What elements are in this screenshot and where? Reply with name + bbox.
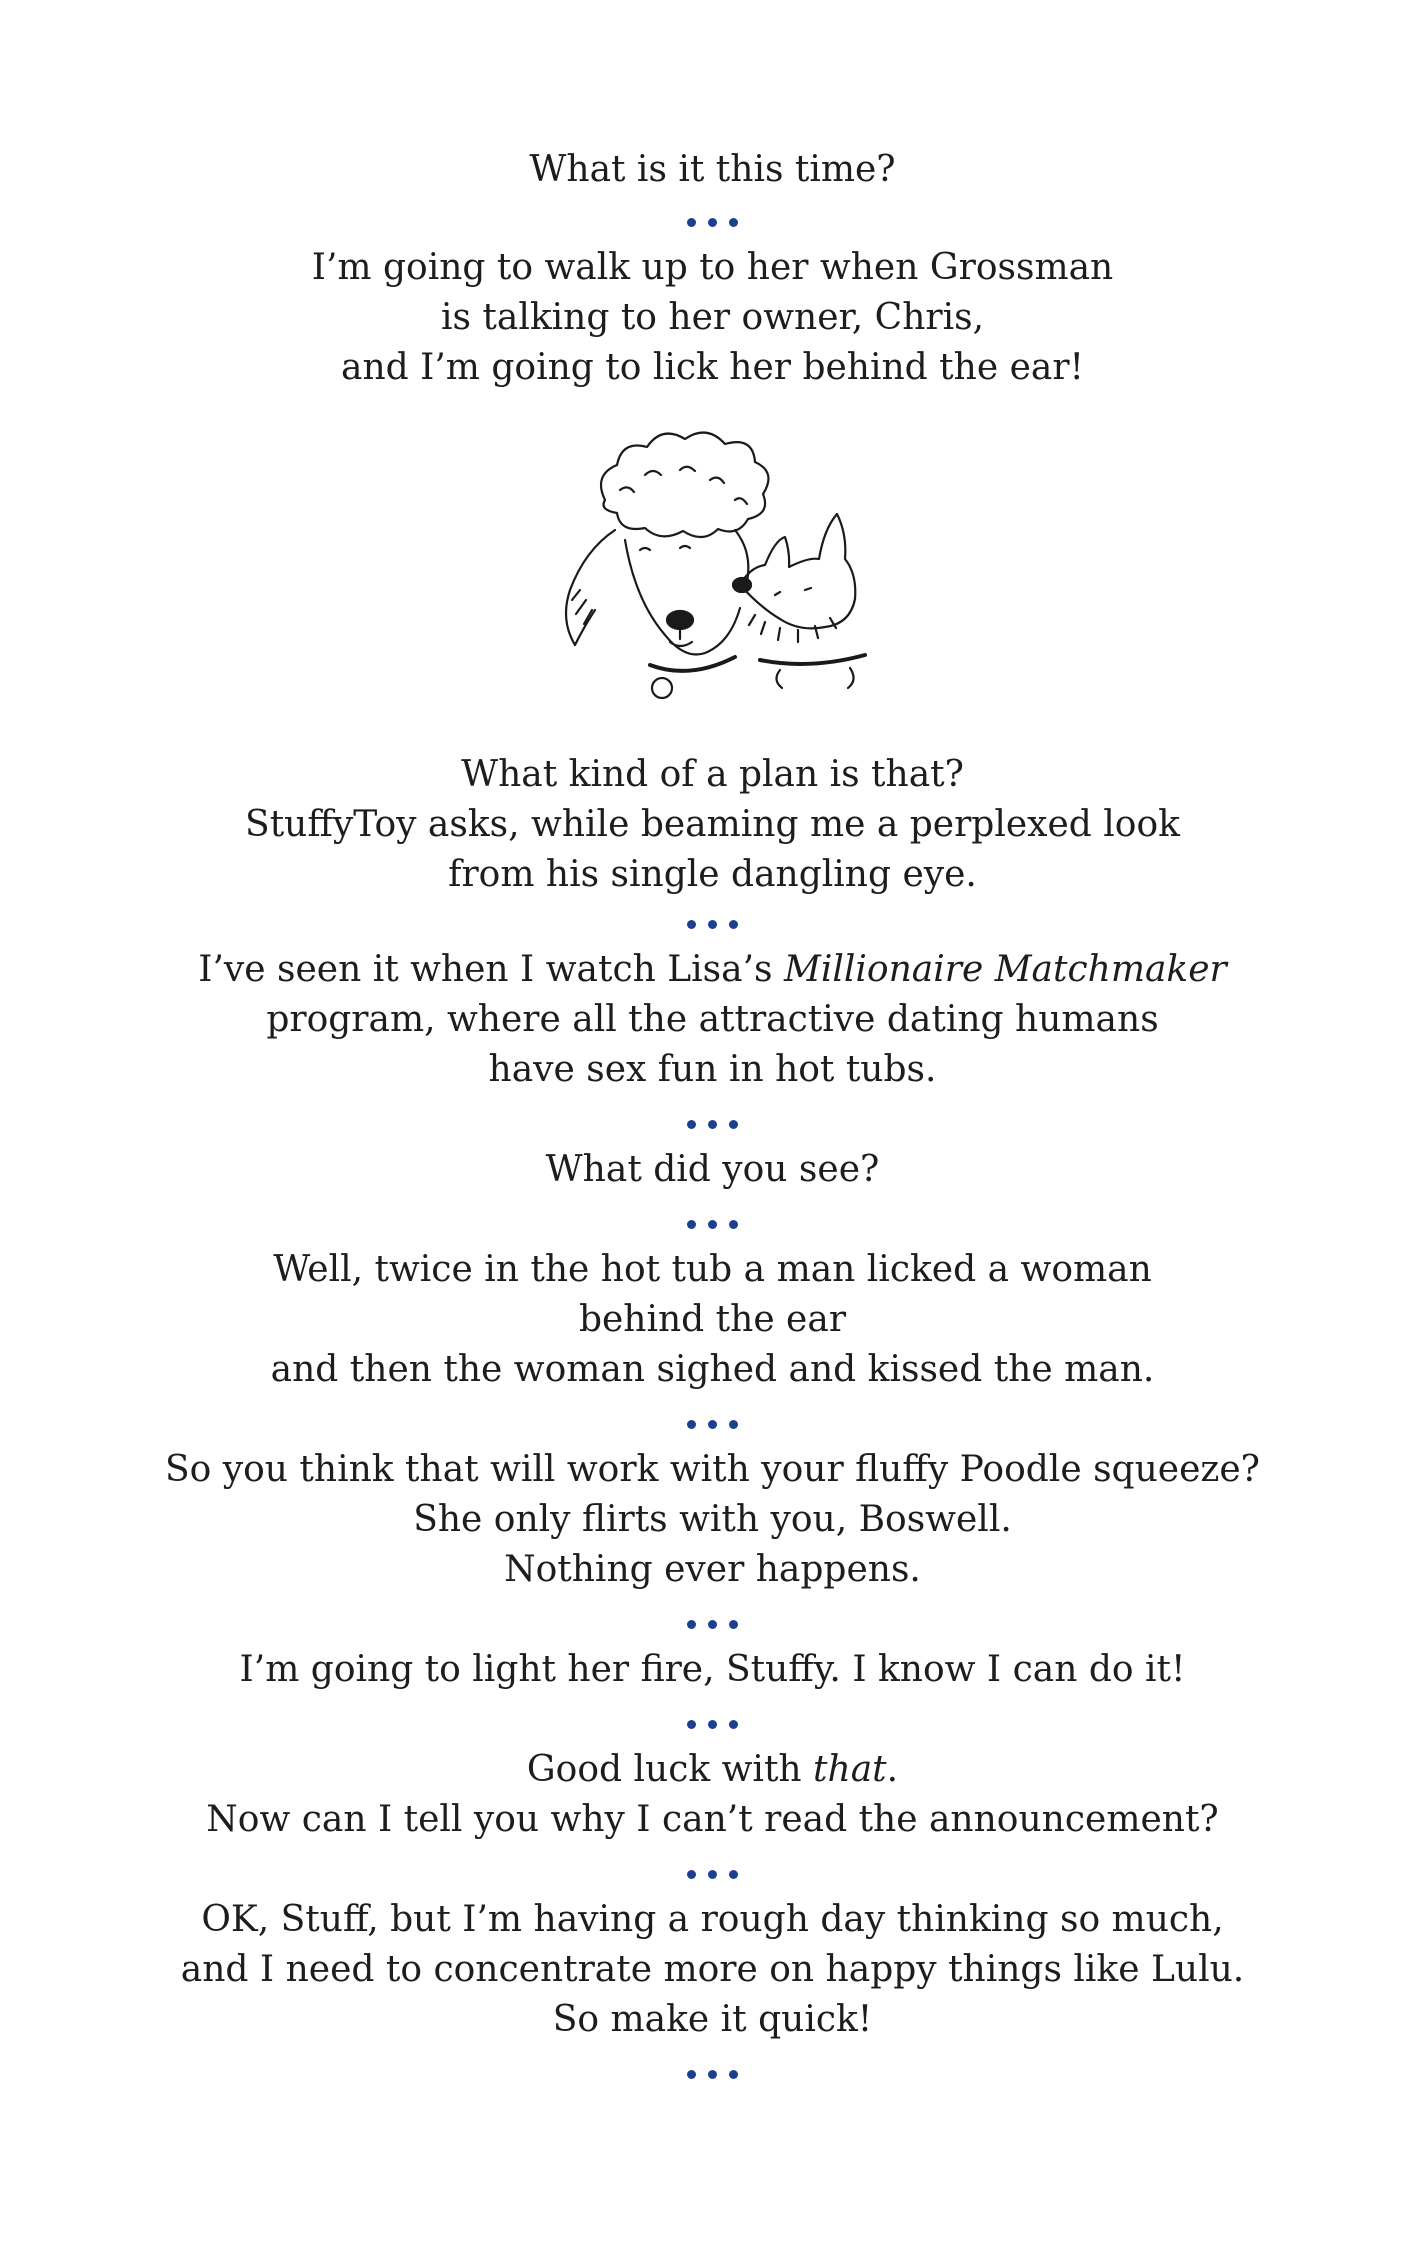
text-line: What is it this time?	[529, 149, 896, 190]
separator-dots	[0, 1412, 1425, 1432]
poodle-and-scottie-kiss-illustration	[530, 430, 890, 715]
text-line: have sex fun in hot tubs.	[488, 1049, 937, 1090]
text-line: program, where all the attractive dating humans	[266, 999, 1159, 1040]
text-line: Well, twice in the hot tub a man licked a woman	[273, 1249, 1152, 1290]
text-line: and I’m going to lick her behind the ear!	[340, 347, 1085, 388]
emphasis: that	[813, 1749, 887, 1790]
text-line: So make it quick!	[552, 1999, 873, 2040]
text-line: and I need to concentrate more on happy things like Lulu.	[180, 1949, 1245, 1990]
text-line: I’m going to walk up to her when Grossman	[311, 247, 1114, 288]
separator-dots	[0, 1112, 1425, 1132]
separator-dots	[0, 210, 1425, 230]
separator-dots	[0, 1612, 1425, 1632]
text-span: I’ve seen it when I watch Lisa’s	[198, 949, 784, 990]
text-line: So you think that will work with your fluffy Poodle squeeze?	[165, 1449, 1260, 1490]
text-line: What did you see?	[545, 1149, 880, 1190]
text-line: and then the woman sighed and kissed the man.	[270, 1349, 1155, 1390]
text-line: Now can I tell you why I can’t read the announcement?	[206, 1799, 1219, 1840]
text-line: OK, Stuff, but I’m having a rough day thinking so much,	[201, 1899, 1224, 1940]
text-line: is talking to her owner, Chris,	[440, 297, 985, 338]
text-line	[0, 1745, 1425, 1795]
text-line: She only flirts with you, Boswell.	[413, 1499, 1012, 1540]
text-line: from his single dangling eye.	[448, 854, 977, 895]
text-line: behind the ear	[578, 1299, 847, 1340]
text-span: .	[886, 1749, 899, 1790]
separator-dots	[0, 2062, 1425, 2082]
separator-dots	[0, 912, 1425, 932]
text-line	[0, 945, 1425, 995]
text-line: Nothing ever happens.	[504, 1549, 921, 1590]
text-span: Good luck with	[526, 1749, 814, 1790]
text-line: StuffyToy asks, while beaming me a perplexed look	[245, 804, 1180, 845]
separator-dots	[0, 1862, 1425, 1882]
show-title: Millionaire Matchmaker	[783, 949, 1227, 990]
separator-dots	[0, 1212, 1425, 1232]
text-line: What kind of a plan is that?	[461, 754, 964, 795]
text-line: I’m going to light her fire, Stuffy. I know I can do it!	[239, 1649, 1186, 1690]
separator-dots	[0, 1712, 1425, 1732]
